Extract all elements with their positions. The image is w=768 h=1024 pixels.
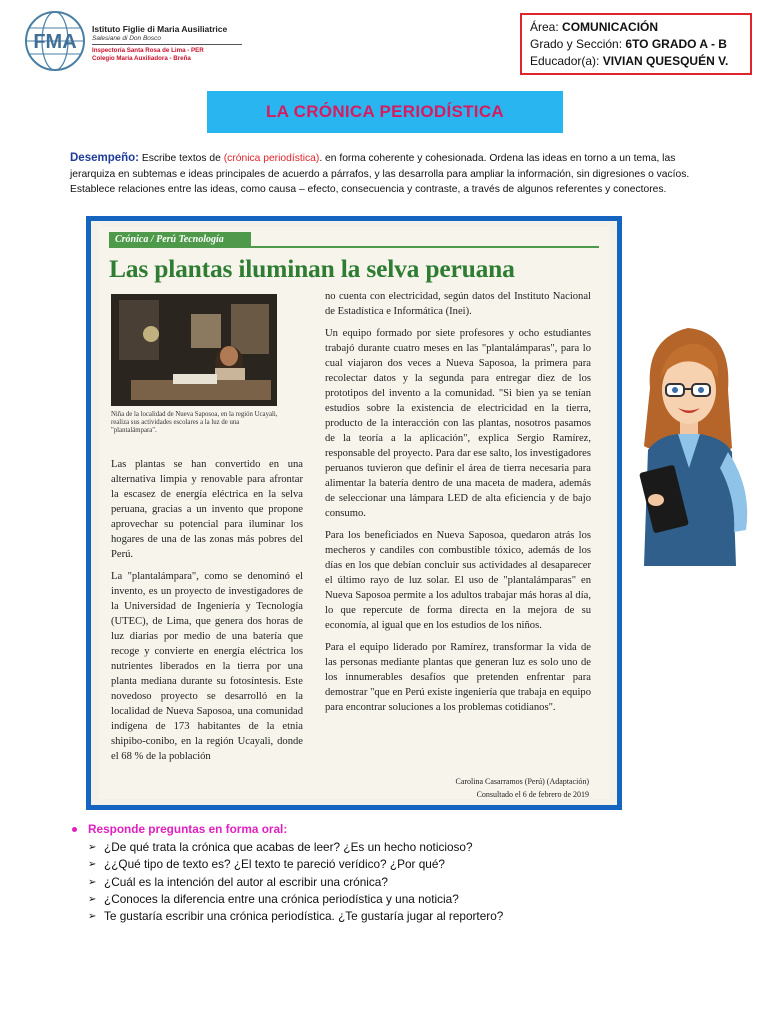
article-headline: Las plantas iluminan la selva peruana: [109, 254, 515, 283]
desempeno-label: Desempeño:: [70, 152, 140, 164]
article-clipping: [99, 227, 609, 799]
photo-caption: Niña de la localidad de Nueva Saposoa, en la región Ucayali, realiza sus actividades escolares a la luz de una "plantalámpara".: [111, 411, 278, 434]
questions-heading: Responde preguntas en forma oral:: [72, 822, 287, 836]
desempeno-paragraph: Desempeño: Escribe textos de (crónica periodística). en forma coherente y cohesionada. Ordena las ideas en torno a un tema, las jerarquiza en subtemas e ideas principales de acuerdo a párrafos, y las desarrolla para ampliar la información, sin digresiones o vacíos. Establece relaciones entre las ideas, como causa – efecto, consecuencia y contraste, a través de algunos referentes y conectores.: [70, 152, 690, 195]
school-divider: [92, 44, 242, 45]
arrow-bullet-icon: ➢: [88, 842, 97, 853]
article-left-column: [111, 457, 303, 771]
article-paragraph: La "plantalámpara", como se denominó el invento, es un proyecto de investigadores de la Universidad de Ingeniería y Tecnología (UTEC), de Lima, que genera dos horas de luz diarias por medio de una batería que recoge y convierte en energía eléctrica los nutrientes liberados en la tierra por una planta mediana durante su fotosíntesis. Este novedoso proyecto se desarrolló en la localidad de Nueva Saposoa, una comunidad indígena de 173 habitantes de la etnia shipibo-conibo, en la región Ucayali, donde el 68 % de la población: [111, 571, 303, 762]
list-item: ➢ ¿Cuál es la intención del autor al escribir una crónica?: [88, 874, 503, 891]
article-paragraph: Las plantas se han convertido en una alternativa limpia y renovable para afrontar la escasez de energía eléctrica en la selva peruana, gracias a un invento que propone aprovechar su potencial para iluminar los hogares de una de las zonas más pobres del Perú.: [111, 459, 303, 560]
teacher-illustration: [628, 318, 752, 566]
article-frame: [86, 216, 622, 810]
arrow-bullet-icon: ➢: [88, 876, 97, 888]
arrow-bullet-icon: ➢: [88, 893, 97, 905]
grade-row: Grado y Sección: 6TO GRADO A - B: [530, 37, 727, 51]
article-source: [455, 775, 589, 801]
course-info-box: [520, 13, 752, 75]
logo-text: FMA: [33, 31, 77, 53]
article-kicker: Crónica / Perú Tecnología: [109, 232, 251, 248]
bullet-dot-icon: [72, 827, 77, 832]
article-paragraph: no cuenta con electricidad, según datos del Instituto Nacional de Estadística e Informática (Inei).: [325, 291, 591, 317]
kicker-rule: [251, 246, 599, 248]
list-item: ➢ ¿De qué trata la crónica que acabas de leer? ¿Es un hecho noticioso?: [88, 839, 503, 856]
article-paragraph: Un equipo formado por siete profesores y ocho estudiantes trabajó durante cuatro meses en las "plantalámparas", para lo cual viajaron dos veces a Nueva Saposoa, la primera para recolectar datos y la segunda para entregar diez de los prototipos del invento a la comunidad. "Si bien ya se tenían estudios sobre la existencia de electricidad en la tierra, producto de la interacción con las plantas, nosotros pasamos de la teoría a la aplicación", explica Sergio Ramírez, responsable del proyecto. Para dar ese salto, los investigadores peruanos tuvieron que definir el área de tierra necesaria para alimentar la batería dentro de una maceta de madera, además de seleccionar una lámpara LED de alta eficiencia y de bajo consumo.: [325, 328, 591, 519]
title-banner: [207, 91, 563, 133]
teacher-row: Educador(a): VIVIAN QUESQUÉN V.: [530, 54, 729, 68]
grade-value: 6TO GRADO A - B: [625, 37, 727, 51]
school-line-4: Colegio María Auxiliadora - Breña: [92, 55, 191, 62]
questions-list: [88, 839, 503, 925]
school-line-3: Inspectoría Santa Rosa de Lima - PER: [92, 47, 204, 54]
area-row: Área: COMUNICACIÓN: [530, 20, 659, 34]
article-right-column: [325, 289, 591, 722]
school-name-block: [92, 24, 242, 63]
article-author: Carolina Casarramos (Perú) (Adaptación): [455, 777, 589, 786]
arrow-bullet-icon: ➢: [88, 911, 97, 923]
list-item: ➢ Te gustaría escribir una crónica periodística. ¿Te gustaría jugar al reportero?: [88, 908, 503, 925]
desempeno-highlight: (crónica periodística): [223, 153, 320, 164]
article-paragraph: Para los beneficiados en Nueva Saposoa, quedaron atrás los mecheros y candiles con combustible tóxico, además de los días en los que debían concluir sus actividades al desaparecer el último rayo de luz solar. El uso de "plantalámparas" en Nueva Saposoa permite a los adultos trabajar más horas al día, lo que repercute de forma directa en la mejora de su economía, al igual que en los estudios de los niños.: [325, 530, 591, 631]
school-logo: [24, 10, 86, 72]
page-title: LA CRÓNICA PERIODÍSTICA: [266, 102, 504, 121]
school-line-2: Salesiane di Don Bosco: [92, 35, 162, 42]
article-consulted-date: Consultado el 6 de febrero de 2019: [476, 790, 589, 799]
area-value: COMUNICACIÓN: [562, 20, 659, 34]
list-item: ➢ ¿¿Qué tipo de texto es? ¿El texto te pareció verídico? ¿Por qué?: [88, 856, 503, 873]
arrow-bullet-icon: ➢: [88, 859, 97, 871]
list-item: ➢ ¿Conoces la diferencia entre una crónica periodística y una noticia?: [88, 891, 503, 908]
article-photo: [111, 294, 277, 406]
article-paragraph: Para el equipo liderado por Ramírez, transformar la vida de las personas mediante plantas que generan luz es solo uno de los innumerables desafíos que pretenden enfrentar para demostrar "que en Perú existe ingeniería que trabaja en equipo para encontrar soluciones a los problemas cotidianos".: [325, 642, 591, 713]
teacher-value: VIVIAN QUESQUÉN V.: [602, 54, 729, 68]
school-line-1: Istituto Figlie di Maria Ausiliatrice: [92, 24, 228, 34]
